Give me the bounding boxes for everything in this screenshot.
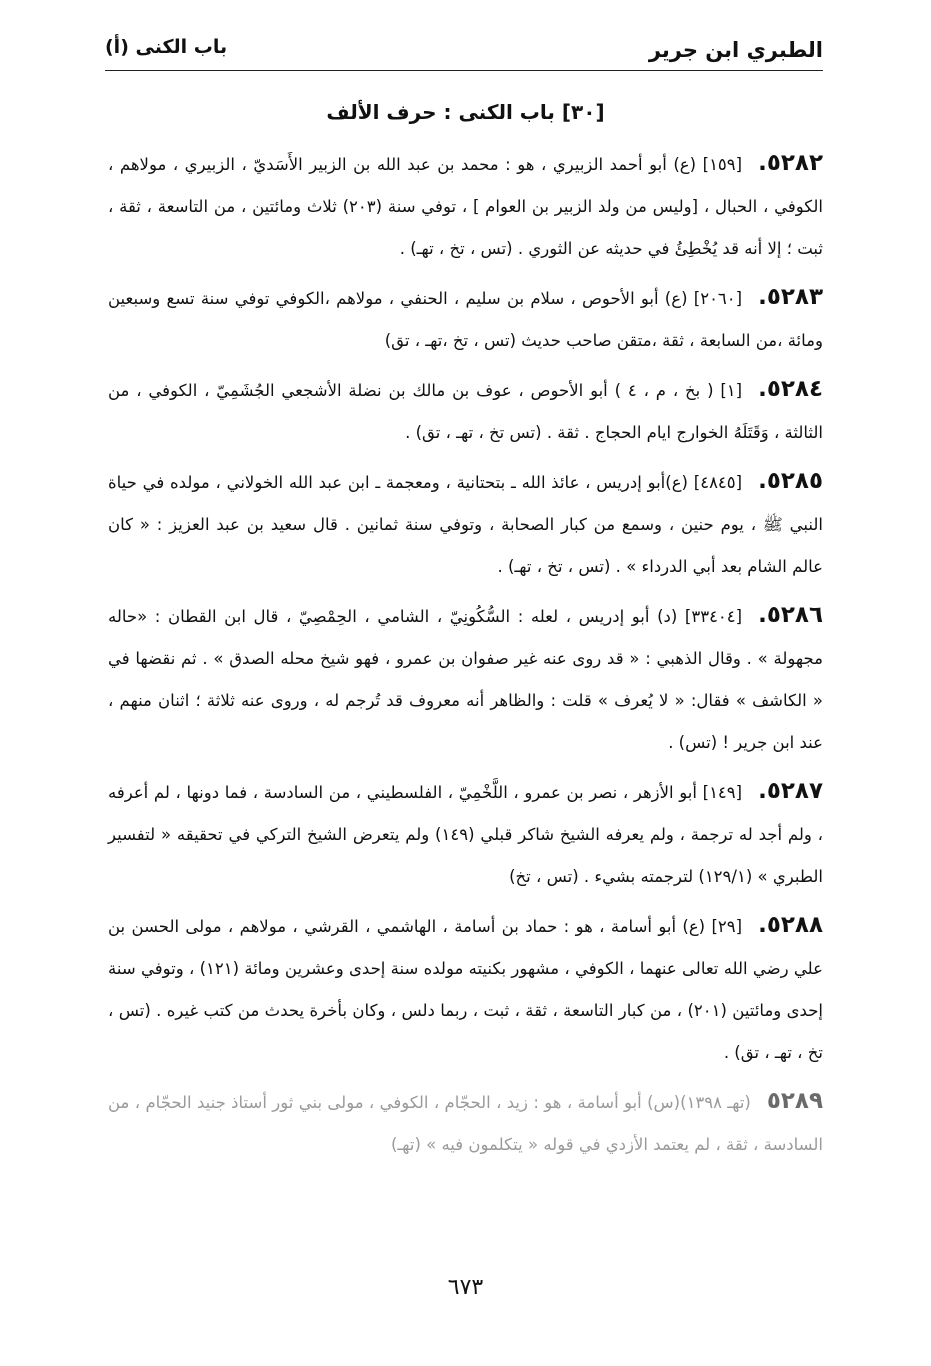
entry-number: ٥٢٨٧. [758, 778, 823, 804]
entry-number: ٥٢٨٣. [758, 284, 823, 310]
running-header [105, 30, 823, 71]
header-chapter-title: باب الكنى (أ) [105, 36, 228, 58]
entry-text: [٢٠٦٠] (ع) أبو الأحوص ، سلام بن سليم ، الحنفي ، مولاهم ،الكوفي توفي سنة تسع وسبعين ومائة ،من السابعة ، ثقة ،متقن صاحب حديث (تس ، تخ ،تهـ ، تق) [108, 289, 823, 350]
entry-number: ٥٢٨٤. [758, 376, 823, 402]
entry-text: (تهـ ١٣٩٨)(س) أبو أسامة ، هو : زيد ، الحجّام ، الكوفي ، مولى بني ثور أستاذ جنيد الحجّام ، من السادسة ، ثقة ، لم يعتمد الأزدي في قوله « يتكلمون فيه » (تهـ) [108, 1093, 823, 1154]
entry-number: ٥٢٨٨. [758, 912, 823, 938]
entry-text: [٤٨٤٥] (ع)أبو إدريس ، عائذ الله ـ بتحتانية ، ومعجمة ـ ابن عبد الله الخولاني ، مولده في حياة النبي ﷺ ، يوم حنين ، وسمع من كبار الصحابة ، وتوفي سنة ثمانين . قال سعيد بن عبد العزيز : « كان عالم الشام بعد أبي الدرداء » . (تس ، تخ ، تهـ) . [108, 473, 823, 576]
entry-number: ٥٢٨٦. [758, 602, 823, 628]
entry-text: [١] ( بخ ، م ، ٤ ) أبو الأحوص ، عوف بن مالك بن نضلة الأشجعي الجُشَمِيّ ، الكوفي ، من الثالثة ، وَقَتَلَهُ الخوارج ايام الحجاج . ثقة . (تس تخ ، تهـ ، تق) . [108, 381, 823, 442]
entry-5282 [108, 142, 823, 270]
entry-text: [١٤٩] أبو الأزهر ، نصر بن عمرو ، اللَّخْمِيّ ، الفلسطيني ، من السادسة ، فما دونها ، لم أعرفه ، ولم أجد له ترجمة ، ولم يعرفه الشيخ شاكر قبلي (١٤٩) ولم يتعرض الشيخ التركي في تحقيقه « لتفسير الطبري » (١٢٩/١) لترجمته بشيء . (تس ، تخ) [108, 783, 823, 886]
entry-number: ٥٢٨٢. [758, 150, 823, 176]
entry-5285 [108, 460, 823, 588]
entry-number: ٥٢٨٩ [766, 1088, 824, 1114]
entry-text: [٢٩] (ع) أبو أسامة ، هو : حماد بن أسامة ، الهاشمي ، القرشي ، مولاهم ، مولى الحسن بن علي رضي الله تعالى عنهما ، الكوفي ، مشهور بكنيته مولده سنة إحدى وعشرين ومائة (١٢١) ، وتوفي سنة إحدى ومائتين (٢٠١) ، من كبار التاسعة ، ثقة ، ثبت ، ربما دلس ، وكان بأخرة يحدث من كتب غيره . (تس ، تخ ، تهـ ، تق) . [108, 917, 823, 1062]
entry-text: [١٥٩] (ع) أبو أحمد الزبيري ، هو : محمد بن عبد الله بن الزبير الأَسَديّ ، الزبيري ، مولاهم ، الكوفي ، الحبال ، [وليس من ولد الزبير بن العوام ] ، توفي سنة (٢٠٣) ثلاث ومائتين ، من التاسعة ، ثقة ، ثبت ؛ إلا أنه قد يُخْطِئُ في حديثه عن الثوري . (تس ، تخ ، تهـ) . [108, 155, 823, 258]
entries-list [108, 142, 823, 1166]
entry-text: [٣٣٤٠٤] (د) أبو إدريس ، لعله : السُّكُونِيّ ، الشامي ، الحِمْصِيّ ، قال ابن القطان : «حاله مجهولة » . وقال الذهبي : « قد روى عنه غير صفوان بن عمرو ، فهو شيخ محله الصدق » . ثم نقضها في « الكاشف » فقال: « لا يُعرف » قلت : والظاهر أنه معروف قد تُرجم له ، وروى عنه ثلاثة ؛ اثنان منهم ، عند ابن جرير ! (تس) . [108, 607, 823, 752]
entry-5283 [108, 276, 823, 362]
entry-number: ٥٢٨٥. [758, 468, 823, 494]
entry-5288 [108, 904, 823, 1074]
header-book-title: الطبري ابن جرير [648, 38, 823, 62]
section-title: [٣٠] باب الكنى : حرف الألف [326, 100, 605, 124]
entry-5289 [108, 1080, 823, 1166]
page-number: ٦٧٣ [447, 1275, 484, 1300]
entry-5287 [108, 770, 823, 898]
entry-5286 [108, 594, 823, 764]
entry-5284 [108, 368, 823, 454]
